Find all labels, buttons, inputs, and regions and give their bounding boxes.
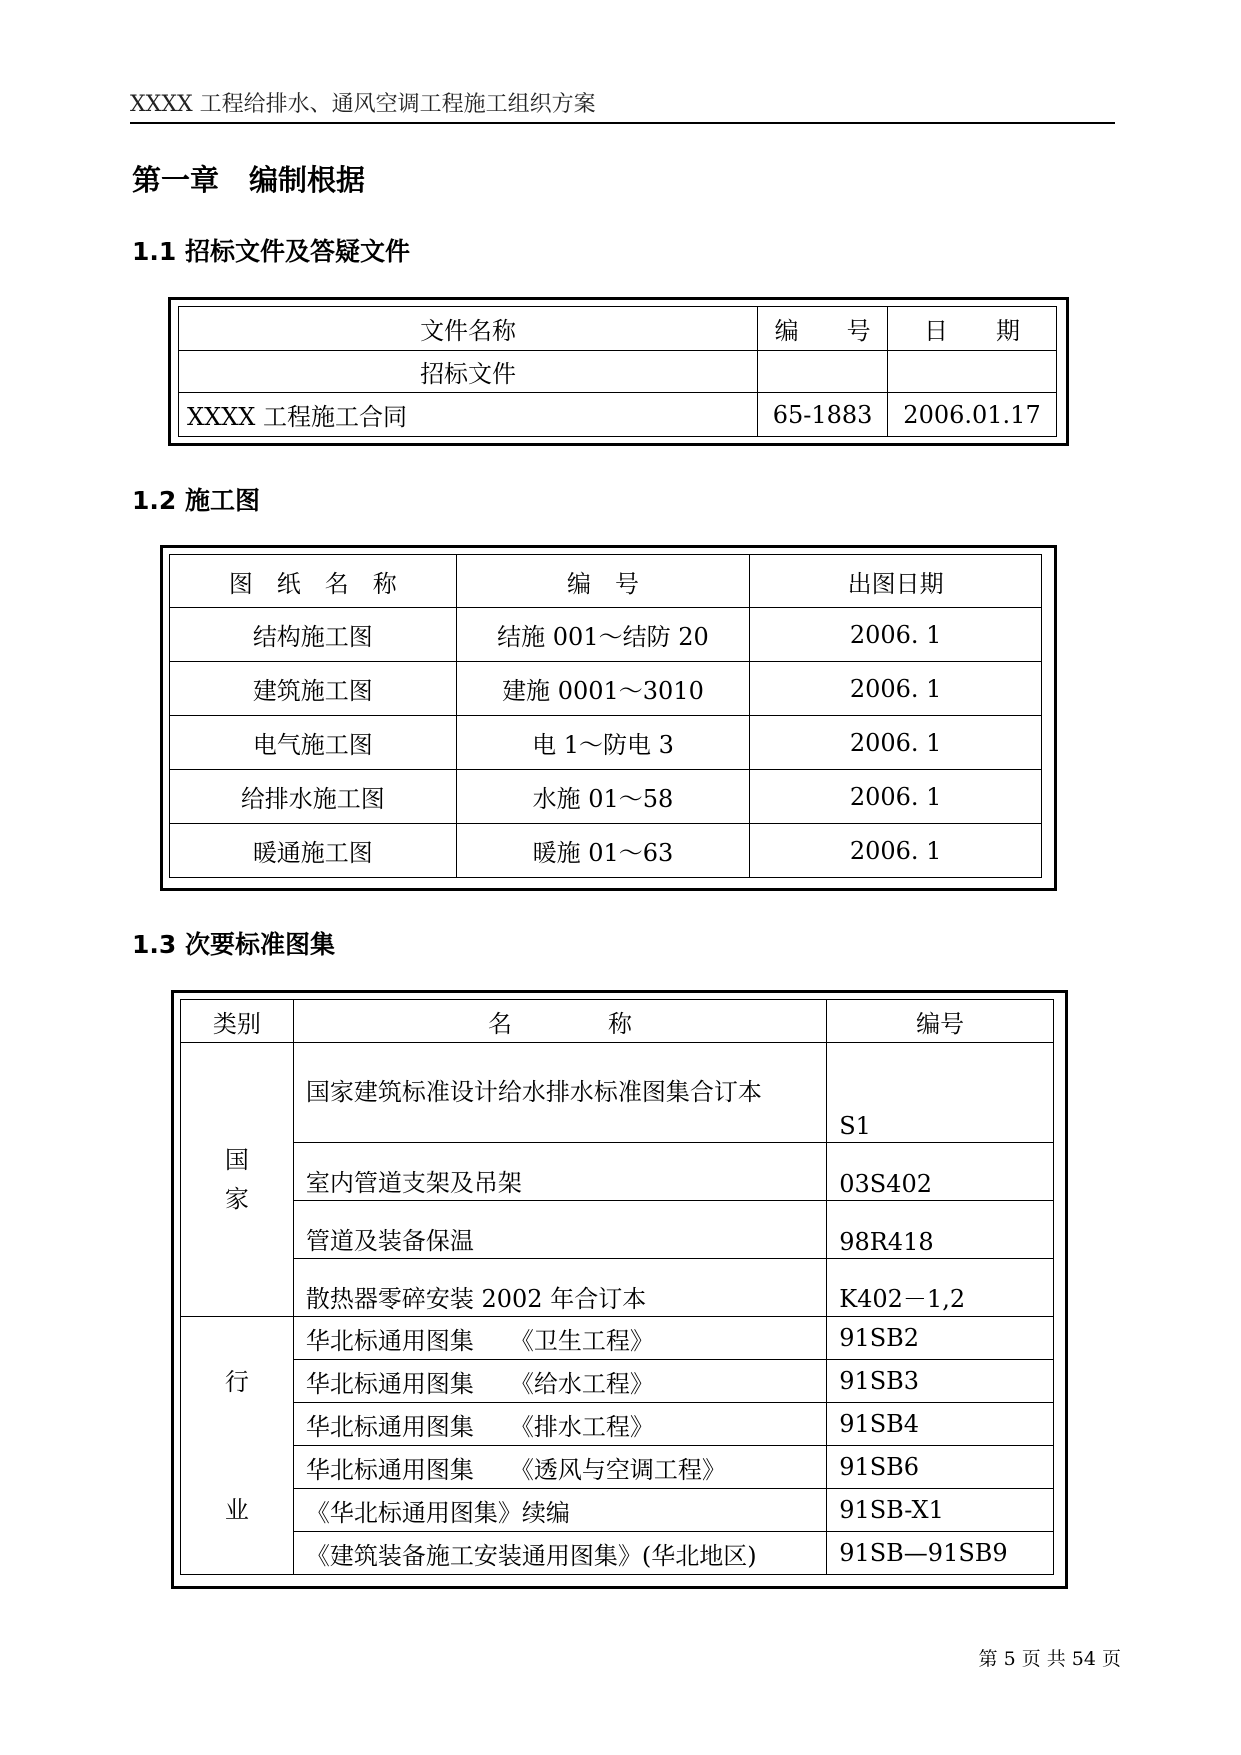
cell-date: 2006. 1 bbox=[750, 608, 1042, 662]
cell-code: S1 bbox=[827, 1043, 1054, 1143]
table-header-row bbox=[179, 307, 1057, 351]
table-row bbox=[181, 1043, 1054, 1143]
header-issue-date: 出图日期 bbox=[750, 555, 1042, 608]
cell-name: 招标文件 bbox=[179, 351, 758, 393]
cell-code: 电 1～防电 3 bbox=[456, 716, 750, 770]
cell-date: 2006. 1 bbox=[750, 770, 1042, 824]
cell-name: 暖通施工图 bbox=[170, 824, 457, 878]
table-row bbox=[181, 1143, 1054, 1201]
cell-code: 65-1883 bbox=[758, 393, 888, 437]
cell-name: 给排水施工图 bbox=[170, 770, 457, 824]
cell-name: 结构施工图 bbox=[170, 608, 457, 662]
table-row bbox=[181, 1201, 1054, 1259]
category-industry bbox=[181, 1317, 294, 1575]
table-header-row bbox=[181, 1000, 1054, 1043]
cell-code: 水施 01～58 bbox=[456, 770, 750, 824]
table-row bbox=[181, 1360, 1054, 1403]
cell-name: 国家建筑标准设计给水排水标准图集合订本 bbox=[293, 1043, 826, 1143]
table-row bbox=[179, 393, 1057, 437]
table-drawings bbox=[169, 554, 1042, 878]
header-drawing-name: 图 纸 名 称 bbox=[170, 555, 457, 608]
cell-code: 98R418 bbox=[827, 1201, 1054, 1259]
category-char: 行 bbox=[224, 1367, 249, 1396]
cell-name: 散热器零碎安装 2002 年合订本 bbox=[293, 1259, 826, 1317]
header-name: 名 称 bbox=[293, 1000, 826, 1043]
cell-date: 2006. 1 bbox=[750, 716, 1042, 770]
page-number: 第 5 页 共 54 页 bbox=[978, 1648, 1121, 1670]
table-row bbox=[181, 1403, 1054, 1446]
chapter-name: 编制根据 bbox=[249, 163, 366, 197]
header-code: 编 号 bbox=[456, 555, 750, 608]
page-header: XXXX 工程给排水、通风空调工程施工组织方案 bbox=[130, 88, 1115, 124]
cell-name: 华北标通用图集 《排水工程》 bbox=[293, 1403, 826, 1446]
table-standard-atlas bbox=[180, 999, 1054, 1575]
cell-date: 2006.01.17 bbox=[888, 393, 1057, 437]
header-code: 编号 bbox=[827, 1000, 1054, 1043]
cell-name: XXXX 工程施工合同 bbox=[179, 393, 758, 437]
table-header-row bbox=[170, 555, 1042, 608]
header-code: 编 号 bbox=[758, 307, 888, 351]
cell-code: K402－1,2 bbox=[827, 1259, 1054, 1317]
cell-name: 室内管道支架及吊架 bbox=[293, 1143, 826, 1201]
section-title-1-1: 1.1 招标文件及答疑文件 bbox=[132, 237, 410, 266]
table-row bbox=[179, 351, 1057, 393]
table-row bbox=[181, 1259, 1054, 1317]
header-date: 日 期 bbox=[888, 307, 1057, 351]
cell-name: 华北标通用图集 《透风与空调工程》 bbox=[293, 1446, 826, 1489]
header-file-name: 文件名称 bbox=[179, 307, 758, 351]
table-row bbox=[181, 1317, 1054, 1360]
category-national bbox=[181, 1043, 294, 1317]
chapter-number: 第一章 bbox=[132, 163, 220, 197]
cell-name: 《华北标通用图集》续编 bbox=[293, 1489, 826, 1532]
table-row bbox=[170, 770, 1042, 824]
chapter-title bbox=[132, 158, 365, 199]
cell-date bbox=[888, 351, 1057, 393]
section-title-1-3: 1.3 次要标准图集 bbox=[132, 930, 335, 959]
table-row bbox=[170, 824, 1042, 878]
cell-code: 91SB3 bbox=[827, 1360, 1054, 1403]
cell-code: 91SB6 bbox=[827, 1446, 1054, 1489]
table-row bbox=[181, 1532, 1054, 1575]
table-row bbox=[170, 662, 1042, 716]
cell-code: 91SB-X1 bbox=[827, 1489, 1054, 1532]
cell-date: 2006. 1 bbox=[750, 824, 1042, 878]
cell-date: 2006. 1 bbox=[750, 662, 1042, 716]
table-row bbox=[170, 608, 1042, 662]
cell-code: 91SB—91SB9 bbox=[827, 1532, 1054, 1575]
cell-name: 《建筑装备施工安装通用图集》(华北地区) bbox=[293, 1532, 826, 1575]
category-char: 国 bbox=[224, 1146, 249, 1175]
table-bid-documents bbox=[178, 306, 1057, 437]
category-char: 家 bbox=[224, 1184, 249, 1213]
header-category: 类别 bbox=[181, 1000, 294, 1043]
table-row bbox=[170, 716, 1042, 770]
cell-name: 电气施工图 bbox=[170, 716, 457, 770]
cell-name: 华北标通用图集 《给水工程》 bbox=[293, 1360, 826, 1403]
cell-code bbox=[758, 351, 888, 393]
table-row bbox=[181, 1446, 1054, 1489]
cell-code: 03S402 bbox=[827, 1143, 1054, 1201]
cell-name: 华北标通用图集 《卫生工程》 bbox=[293, 1317, 826, 1360]
category-char: 业 bbox=[224, 1495, 249, 1524]
cell-name: 建筑施工图 bbox=[170, 662, 457, 716]
cell-code: 91SB4 bbox=[827, 1403, 1054, 1446]
section-title-1-2: 1.2 施工图 bbox=[132, 486, 260, 515]
cell-name: 管道及装备保温 bbox=[293, 1201, 826, 1259]
cell-code: 建施 0001～3010 bbox=[456, 662, 750, 716]
cell-code: 91SB2 bbox=[827, 1317, 1054, 1360]
table-row bbox=[181, 1489, 1054, 1532]
cell-code: 暖施 01～63 bbox=[456, 824, 750, 878]
cell-code: 结施 001～结防 20 bbox=[456, 608, 750, 662]
